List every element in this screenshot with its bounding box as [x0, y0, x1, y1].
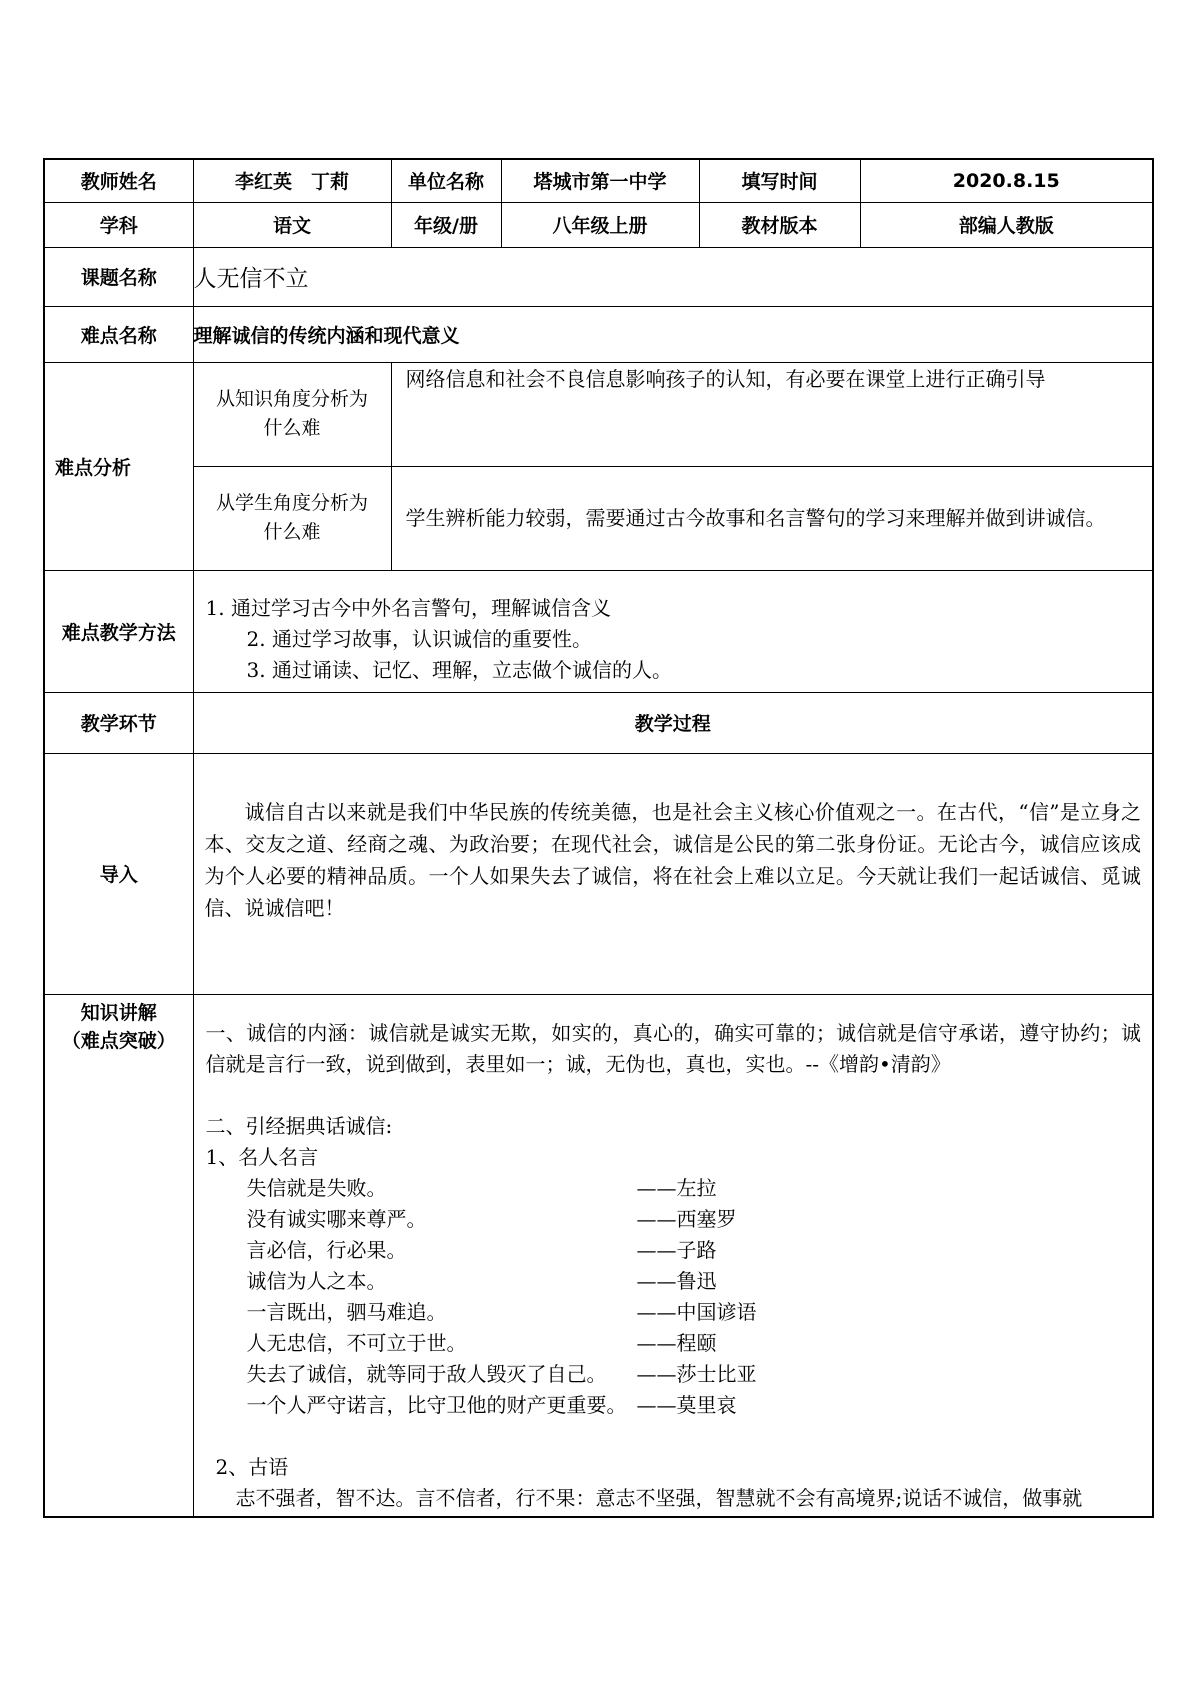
spacer: [206, 1421, 1142, 1452]
methods-list: [193, 570, 1153, 692]
quote-row: [206, 1235, 1142, 1266]
teacher-name-value: 李红英 丁莉: [193, 159, 391, 202]
quote-row: [206, 1328, 1142, 1359]
quote-text: 言必信，行必果。: [246, 1237, 407, 1262]
difficulty-value: 理解诚信的传统内涵和现代意义: [193, 306, 1153, 362]
analysis-student-label: 从学生角度分析为什么难: [193, 466, 391, 570]
unit-label: 单位名称: [391, 159, 501, 202]
date-label: 填写时间: [699, 159, 860, 202]
quote-row: [206, 1204, 1142, 1235]
quote-text: 没有诚实哪来尊严。: [246, 1206, 427, 1231]
quote-author: ——鲁迅: [636, 1268, 717, 1293]
difficulty-label: 难点名称: [44, 306, 193, 362]
knowledge-label: 知识讲解: [80, 1001, 157, 1024]
process-header: 教学过程: [193, 692, 1153, 753]
knowledge-label-cell: [44, 994, 193, 1517]
knowledge-cell: [193, 994, 1153, 1517]
date-value: 2020.8.15: [860, 159, 1153, 202]
knowledge-row: [44, 994, 1153, 1517]
subject-label: 学科: [44, 202, 193, 247]
integrity-meaning-paragraph: 一、诚信的内涵：诚信就是诚实无欺，如实的，真心的，确实可靠的；诚信就是信守承诺，遵守协约；诚信就是言行一致，说到做到，表里如一；诚，无伪也，真也，实也。--《增韵•清韵》: [205, 1020, 1141, 1076]
analysis-label: 难点分析: [44, 362, 193, 570]
analysis-row-student: [44, 466, 1153, 570]
teacher-name-label: 教师姓名: [44, 159, 193, 202]
intro-label: 导入: [44, 753, 193, 994]
ancient-sayings-text: 志不强者，智不达。言不信者，行不果：意志不坚强，智慧就不会有高境界;说话不诚信，做事就: [235, 1485, 1083, 1510]
quotes-title: 1、名人名言: [205, 1144, 319, 1169]
topic-value: 人无信不立: [193, 247, 1153, 306]
quote-text: 一个人严守诺言，比守卫他的财产更重要。: [246, 1392, 627, 1417]
edition-value: 部编人教版: [860, 202, 1153, 247]
classics-title: 二、引经据典话诚信:: [205, 1113, 393, 1138]
quote-row: [206, 1297, 1142, 1328]
quote-text: 失去了诚信，就等同于敌人毁灭了自己。: [246, 1361, 607, 1386]
info-row-2: [44, 202, 1153, 247]
quote-author: ——左拉: [636, 1175, 717, 1200]
quote-row: [206, 1266, 1142, 1297]
subject-value: 语文: [193, 202, 391, 247]
intro-paragraph: 诚信自古以来就是我们中华民族的传统美德，也是社会主义核心价值观之一。在古代，“信”是立身之本、交友之道、经商之魂、为政治要；在现代社会，诚信是公民的第二张身份证。无论古今，诚信应该成为个人必要的精神品质。一个人如果失去了诚信，将在社会上难以立足。今天就让我们一起话诚信、觅诚信、说诚信吧！: [204, 799, 1141, 920]
quote-text: 人无忠信，不可立于世。: [246, 1330, 467, 1355]
difficulty-row: [44, 306, 1153, 362]
quote-author: ——中国谚语: [636, 1299, 757, 1324]
knowledge-content: [194, 995, 1153, 1513]
quote-text: 失信就是失败。: [246, 1175, 387, 1200]
quote-row: [206, 1359, 1142, 1390]
analysis-row-knowledge: [44, 362, 1153, 466]
spacer: [206, 1080, 1142, 1111]
intro-row: [44, 753, 1153, 994]
method-item: 3. 通过诵读、记忆、理解，立志做个诚信的人。: [246, 657, 672, 682]
quote-text: 一言既出，驷马难追。: [246, 1299, 447, 1324]
info-row-1: [44, 159, 1153, 202]
intro-cell: [193, 753, 1153, 994]
grade-value: 八年级上册: [501, 202, 699, 247]
quote-text: 诚信为人之本。: [246, 1268, 387, 1293]
quote-author: ——莫里哀: [636, 1392, 737, 1417]
unit-value: 塔城市第一中学: [501, 159, 699, 202]
methods-label: 难点教学方法: [44, 570, 193, 692]
quote-row: [206, 1173, 1142, 1204]
topic-label: 课题名称: [44, 247, 193, 306]
lesson-plan-table: [43, 158, 1154, 1518]
analysis-student-text: 学生辨析能力较弱，需要通过古今故事和名言警句的学习来理解并做到讲诚信。: [391, 466, 1153, 570]
ancient-sayings-title: 2、古语: [215, 1454, 289, 1479]
topic-row: [44, 247, 1153, 306]
method-item: 2. 通过学习故事，认识诚信的重要性。: [246, 626, 592, 651]
quote-author: ——西塞罗: [636, 1206, 737, 1231]
quote-author: ——程颐: [636, 1330, 717, 1355]
quote-author: ——莎士比亚: [636, 1361, 757, 1386]
methods-row: [44, 570, 1153, 692]
edition-label: 教材版本: [699, 202, 860, 247]
method-item: 1. 通过学习古今中外名言警句，理解诚信含义: [205, 595, 611, 620]
process-header-row: [44, 692, 1153, 753]
knowledge-sub-label: （难点突破）: [61, 1029, 176, 1052]
analysis-knowledge-label: 从知识角度分析为什么难: [193, 362, 391, 466]
grade-label: 年级/册: [391, 202, 501, 247]
quote-author: ——子路: [636, 1237, 717, 1262]
quote-row: [206, 1390, 1142, 1421]
analysis-knowledge-text: 网络信息和社会不良信息影响孩子的认知，有必要在课堂上进行正确引导: [391, 362, 1153, 466]
stage-header: 教学环节: [44, 692, 193, 753]
